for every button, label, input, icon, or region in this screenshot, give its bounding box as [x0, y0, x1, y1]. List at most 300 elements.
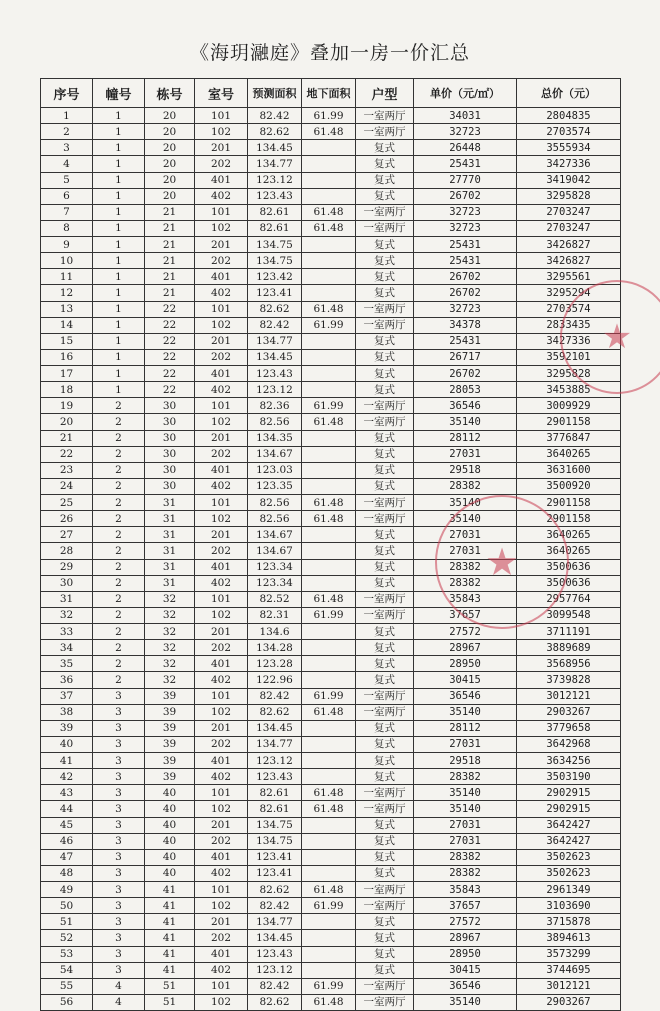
cell-basement-area: [302, 817, 356, 833]
cell-basement-area: 61.48: [302, 414, 356, 430]
cell-block: 30: [145, 398, 195, 414]
cell-building: 2: [93, 527, 145, 543]
cell-serial: 56: [41, 994, 93, 1010]
cell-basement-area: 61.99: [302, 607, 356, 623]
cell-basement-area: 61.99: [302, 317, 356, 333]
cell-layout: 复式: [356, 285, 414, 301]
cell-total-price: 3642427: [517, 817, 621, 833]
table-header-row: [41, 79, 621, 108]
cell-total-price: 3503190: [517, 769, 621, 785]
cell-area: 123.34: [248, 575, 302, 591]
cell-total-price: 3640265: [517, 446, 621, 462]
cell-basement-area: [302, 527, 356, 543]
cell-total-price: 3592101: [517, 349, 621, 365]
table-row: [41, 930, 621, 946]
cell-unit-price: 32723: [414, 124, 517, 140]
table-row: [41, 656, 621, 672]
cell-room: 202: [195, 253, 248, 269]
cell-unit-price: 32723: [414, 301, 517, 317]
cell-layout: 复式: [356, 527, 414, 543]
cell-block: 40: [145, 833, 195, 849]
cell-total-price: 3568956: [517, 656, 621, 672]
cell-serial: 8: [41, 220, 93, 236]
cell-layout: 一室两厅: [356, 495, 414, 511]
cell-building: 2: [93, 511, 145, 527]
cell-basement-area: [302, 430, 356, 446]
cell-basement-area: [302, 333, 356, 349]
table-row: [41, 124, 621, 140]
cell-layout: 复式: [356, 640, 414, 656]
cell-area: 82.56: [248, 511, 302, 527]
cell-total-price: 2902915: [517, 785, 621, 801]
cell-area: 123.12: [248, 753, 302, 769]
cell-total-price: 3573299: [517, 946, 621, 962]
cell-layout: 复式: [356, 140, 414, 156]
cell-layout: 复式: [356, 559, 414, 575]
cell-building: 2: [93, 446, 145, 462]
cell-serial: 15: [41, 333, 93, 349]
cell-layout: 复式: [356, 333, 414, 349]
cell-basement-area: [302, 269, 356, 285]
cell-building: 2: [93, 624, 145, 640]
cell-area: 82.62: [248, 882, 302, 898]
cell-serial: 30: [41, 575, 93, 591]
cell-layout: 一室两厅: [356, 317, 414, 333]
cell-serial: 26: [41, 511, 93, 527]
cell-basement-area: [302, 930, 356, 946]
cell-area: 123.12: [248, 962, 302, 978]
cell-building: 2: [93, 591, 145, 607]
cell-area: 82.42: [248, 898, 302, 914]
cell-room: 202: [195, 930, 248, 946]
table-row: [41, 478, 621, 494]
cell-basement-area: 61.99: [302, 108, 356, 124]
cell-serial: 22: [41, 446, 93, 462]
cell-unit-price: 28112: [414, 430, 517, 446]
cell-layout: 复式: [356, 237, 414, 253]
cell-total-price: 3776847: [517, 430, 621, 446]
cell-area: 123.41: [248, 849, 302, 865]
cell-block: 40: [145, 865, 195, 881]
cell-area: 82.62: [248, 994, 302, 1010]
cell-area: 82.42: [248, 688, 302, 704]
cell-serial: 16: [41, 349, 93, 365]
cell-serial: 9: [41, 237, 93, 253]
table-row: [41, 301, 621, 317]
cell-area: 82.62: [248, 301, 302, 317]
cell-total-price: 3634256: [517, 753, 621, 769]
cell-total-price: 2957764: [517, 591, 621, 607]
cell-layout: 复式: [356, 962, 414, 978]
table-row: [41, 624, 621, 640]
cell-building: 2: [93, 430, 145, 446]
cell-area: 82.62: [248, 124, 302, 140]
table-row: [41, 366, 621, 382]
cell-unit-price: 35140: [414, 801, 517, 817]
cell-building: 3: [93, 962, 145, 978]
cell-unit-price: 32723: [414, 204, 517, 220]
cell-basement-area: [302, 865, 356, 881]
table-row: [41, 720, 621, 736]
cell-building: 3: [93, 704, 145, 720]
cell-layout: 复式: [356, 188, 414, 204]
cell-layout: 复式: [356, 769, 414, 785]
table-row: [41, 640, 621, 656]
cell-building: 3: [93, 849, 145, 865]
cell-layout: 复式: [356, 430, 414, 446]
cell-layout: 复式: [356, 656, 414, 672]
cell-unit-price: 27031: [414, 543, 517, 559]
cell-basement-area: [302, 575, 356, 591]
table-row: [41, 253, 621, 269]
cell-area: 123.43: [248, 769, 302, 785]
cell-serial: 54: [41, 962, 93, 978]
cell-building: 1: [93, 269, 145, 285]
table-row: [41, 495, 621, 511]
cell-basement-area: [302, 446, 356, 462]
cell-basement-area: [302, 769, 356, 785]
cell-layout: 一室两厅: [356, 511, 414, 527]
cell-area: 82.56: [248, 414, 302, 430]
cell-total-price: 3500920: [517, 478, 621, 494]
cell-building: 3: [93, 769, 145, 785]
cell-layout: 复式: [356, 269, 414, 285]
cell-area: 134.67: [248, 446, 302, 462]
cell-serial: 35: [41, 656, 93, 672]
cell-building: 3: [93, 753, 145, 769]
cell-unit-price: 27572: [414, 914, 517, 930]
cell-basement-area: [302, 237, 356, 253]
cell-room: 201: [195, 237, 248, 253]
cell-basement-area: 61.48: [302, 124, 356, 140]
cell-total-price: 3500636: [517, 559, 621, 575]
cell-total-price: 3453885: [517, 382, 621, 398]
cell-block: 31: [145, 527, 195, 543]
cell-block: 39: [145, 769, 195, 785]
cell-block: 21: [145, 269, 195, 285]
cell-block: 31: [145, 559, 195, 575]
table-row: [41, 527, 621, 543]
cell-layout: 复式: [356, 833, 414, 849]
cell-unit-price: 37657: [414, 607, 517, 623]
cell-room: 102: [195, 994, 248, 1010]
cell-serial: 51: [41, 914, 93, 930]
cell-room: 201: [195, 720, 248, 736]
cell-unit-price: 27031: [414, 736, 517, 752]
cell-unit-price: 29518: [414, 753, 517, 769]
cell-block: 41: [145, 930, 195, 946]
cell-total-price: 2703574: [517, 301, 621, 317]
cell-total-price: 2804835: [517, 108, 621, 124]
cell-building: 1: [93, 108, 145, 124]
cell-unit-price: 28382: [414, 865, 517, 881]
cell-unit-price: 36546: [414, 688, 517, 704]
cell-layout: 复式: [356, 624, 414, 640]
cell-room: 101: [195, 978, 248, 994]
table-row: [41, 688, 621, 704]
cell-serial: 7: [41, 204, 93, 220]
cell-building: 1: [93, 382, 145, 398]
cell-basement-area: [302, 253, 356, 269]
cell-serial: 14: [41, 317, 93, 333]
cell-room: 402: [195, 769, 248, 785]
table-row: [41, 333, 621, 349]
cell-block: 22: [145, 333, 195, 349]
cell-block: 51: [145, 978, 195, 994]
cell-block: 30: [145, 446, 195, 462]
cell-basement-area: [302, 382, 356, 398]
cell-block: 20: [145, 140, 195, 156]
table-row: [41, 736, 621, 752]
header-serial: 序号: [41, 79, 93, 108]
cell-area: 134.45: [248, 720, 302, 736]
table-row: [41, 398, 621, 414]
table-row: [41, 882, 621, 898]
cell-building: 1: [93, 301, 145, 317]
cell-area: 123.28: [248, 656, 302, 672]
cell-block: 22: [145, 382, 195, 398]
cell-building: 1: [93, 188, 145, 204]
cell-building: 2: [93, 575, 145, 591]
cell-room: 102: [195, 220, 248, 236]
cell-block: 39: [145, 720, 195, 736]
cell-serial: 21: [41, 430, 93, 446]
cell-layout: 复式: [356, 930, 414, 946]
cell-basement-area: 61.48: [302, 301, 356, 317]
table-row: [41, 962, 621, 978]
cell-room: 101: [195, 591, 248, 607]
cell-block: 31: [145, 575, 195, 591]
cell-block: 21: [145, 237, 195, 253]
table-row: [41, 591, 621, 607]
cell-building: 3: [93, 817, 145, 833]
cell-block: 22: [145, 366, 195, 382]
cell-total-price: 2902915: [517, 801, 621, 817]
table-row: [41, 543, 621, 559]
cell-total-price: 3427336: [517, 156, 621, 172]
cell-unit-price: 37657: [414, 898, 517, 914]
cell-unit-price: 34031: [414, 108, 517, 124]
cell-block: 20: [145, 108, 195, 124]
cell-building: 2: [93, 672, 145, 688]
cell-building: 2: [93, 640, 145, 656]
header-room: 室号: [195, 79, 248, 108]
cell-block: 21: [145, 220, 195, 236]
header-block: 栋号: [145, 79, 195, 108]
cell-serial: 32: [41, 607, 93, 623]
cell-room: 101: [195, 785, 248, 801]
cell-block: 32: [145, 640, 195, 656]
cell-room: 202: [195, 349, 248, 365]
cell-unit-price: 35140: [414, 414, 517, 430]
cell-basement-area: 61.48: [302, 882, 356, 898]
cell-serial: 27: [41, 527, 93, 543]
table-row: [41, 511, 621, 527]
cell-block: 32: [145, 607, 195, 623]
cell-block: 32: [145, 591, 195, 607]
cell-unit-price: 28382: [414, 769, 517, 785]
cell-unit-price: 28967: [414, 640, 517, 656]
cell-area: 82.52: [248, 591, 302, 607]
cell-basement-area: [302, 849, 356, 865]
cell-building: 3: [93, 865, 145, 881]
cell-room: 102: [195, 124, 248, 140]
cell-serial: 3: [41, 140, 93, 156]
cell-unit-price: 28950: [414, 946, 517, 962]
cell-area: 123.43: [248, 366, 302, 382]
cell-area: 123.42: [248, 269, 302, 285]
cell-area: 82.61: [248, 220, 302, 236]
table-row: [41, 156, 621, 172]
cell-layout: 复式: [356, 349, 414, 365]
cell-serial: 1: [41, 108, 93, 124]
table-row: [41, 833, 621, 849]
cell-room: 102: [195, 801, 248, 817]
cell-building: 3: [93, 833, 145, 849]
cell-total-price: 3419042: [517, 172, 621, 188]
cell-basement-area: [302, 672, 356, 688]
cell-unit-price: 26702: [414, 188, 517, 204]
cell-layout: 复式: [356, 462, 414, 478]
cell-area: 122.96: [248, 672, 302, 688]
header-total-price: 总价（元）: [517, 79, 621, 108]
cell-block: 41: [145, 962, 195, 978]
cell-total-price: 3099548: [517, 607, 621, 623]
cell-total-price: 3295294: [517, 285, 621, 301]
cell-layout: 复式: [356, 575, 414, 591]
cell-serial: 18: [41, 382, 93, 398]
cell-block: 30: [145, 430, 195, 446]
cell-block: 20: [145, 188, 195, 204]
table-row: [41, 753, 621, 769]
cell-basement-area: [302, 543, 356, 559]
cell-layout: 一室两厅: [356, 398, 414, 414]
cell-serial: 50: [41, 898, 93, 914]
cell-building: 4: [93, 978, 145, 994]
cell-block: 22: [145, 301, 195, 317]
table-row: [41, 769, 621, 785]
cell-building: 1: [93, 220, 145, 236]
cell-basement-area: 61.48: [302, 591, 356, 607]
cell-basement-area: [302, 962, 356, 978]
cell-serial: 33: [41, 624, 93, 640]
cell-total-price: 3744695: [517, 962, 621, 978]
cell-building: 1: [93, 317, 145, 333]
cell-total-price: 3502623: [517, 865, 621, 881]
cell-unit-price: 28382: [414, 478, 517, 494]
cell-layout: 复式: [356, 366, 414, 382]
cell-area: 123.12: [248, 382, 302, 398]
cell-layout: 复式: [356, 253, 414, 269]
table-row: [41, 382, 621, 398]
cell-basement-area: [302, 720, 356, 736]
cell-serial: 25: [41, 495, 93, 511]
cell-serial: 36: [41, 672, 93, 688]
cell-basement-area: [302, 736, 356, 752]
cell-room: 202: [195, 736, 248, 752]
cell-total-price: 2703574: [517, 124, 621, 140]
table-row: [41, 237, 621, 253]
cell-total-price: 3640265: [517, 527, 621, 543]
cell-total-price: 3012121: [517, 978, 621, 994]
cell-block: 40: [145, 817, 195, 833]
cell-layout: 复式: [356, 382, 414, 398]
cell-serial: 23: [41, 462, 93, 478]
cell-block: 20: [145, 172, 195, 188]
cell-basement-area: [302, 478, 356, 494]
cell-room: 201: [195, 624, 248, 640]
cell-total-price: 3295828: [517, 188, 621, 204]
cell-total-price: 3295828: [517, 366, 621, 382]
cell-block: 30: [145, 478, 195, 494]
cell-unit-price: 27572: [414, 624, 517, 640]
cell-block: 39: [145, 688, 195, 704]
cell-block: 32: [145, 672, 195, 688]
cell-serial: 46: [41, 833, 93, 849]
cell-total-price: 2903267: [517, 994, 621, 1010]
cell-unit-price: 30415: [414, 962, 517, 978]
cell-basement-area: [302, 462, 356, 478]
cell-unit-price: 35140: [414, 495, 517, 511]
cell-area: 134.75: [248, 237, 302, 253]
cell-total-price: 3779658: [517, 720, 621, 736]
cell-room: 101: [195, 882, 248, 898]
cell-area: 82.61: [248, 801, 302, 817]
cell-block: 31: [145, 511, 195, 527]
cell-room: 201: [195, 817, 248, 833]
cell-layout: 一室两厅: [356, 108, 414, 124]
cell-basement-area: [302, 656, 356, 672]
cell-block: 40: [145, 785, 195, 801]
cell-room: 401: [195, 559, 248, 575]
table-row: [41, 575, 621, 591]
cell-building: 1: [93, 349, 145, 365]
cell-layout: 复式: [356, 736, 414, 752]
cell-total-price: 3642427: [517, 833, 621, 849]
price-table: [40, 78, 621, 1011]
cell-room: 101: [195, 688, 248, 704]
cell-serial: 38: [41, 704, 93, 720]
cell-layout: 复式: [356, 446, 414, 462]
cell-serial: 55: [41, 978, 93, 994]
cell-layout: 复式: [356, 672, 414, 688]
cell-total-price: 3894613: [517, 930, 621, 946]
cell-room: 102: [195, 607, 248, 623]
table-row: [41, 220, 621, 236]
cell-layout: 复式: [356, 156, 414, 172]
cell-layout: 一室两厅: [356, 220, 414, 236]
cell-basement-area: [302, 140, 356, 156]
cell-area: 82.42: [248, 108, 302, 124]
cell-building: 1: [93, 124, 145, 140]
cell-room: 402: [195, 285, 248, 301]
cell-layout: 一室两厅: [356, 801, 414, 817]
cell-serial: 11: [41, 269, 93, 285]
cell-room: 401: [195, 656, 248, 672]
cell-layout: 复式: [356, 753, 414, 769]
cell-layout: 复式: [356, 849, 414, 865]
cell-area: 134.67: [248, 527, 302, 543]
cell-block: 41: [145, 898, 195, 914]
table-row: [41, 349, 621, 365]
cell-room: 401: [195, 753, 248, 769]
cell-layout: 一室两厅: [356, 607, 414, 623]
cell-basement-area: 61.48: [302, 204, 356, 220]
table-row: [41, 785, 621, 801]
cell-layout: 复式: [356, 865, 414, 881]
cell-serial: 49: [41, 882, 93, 898]
table-row: [41, 914, 621, 930]
